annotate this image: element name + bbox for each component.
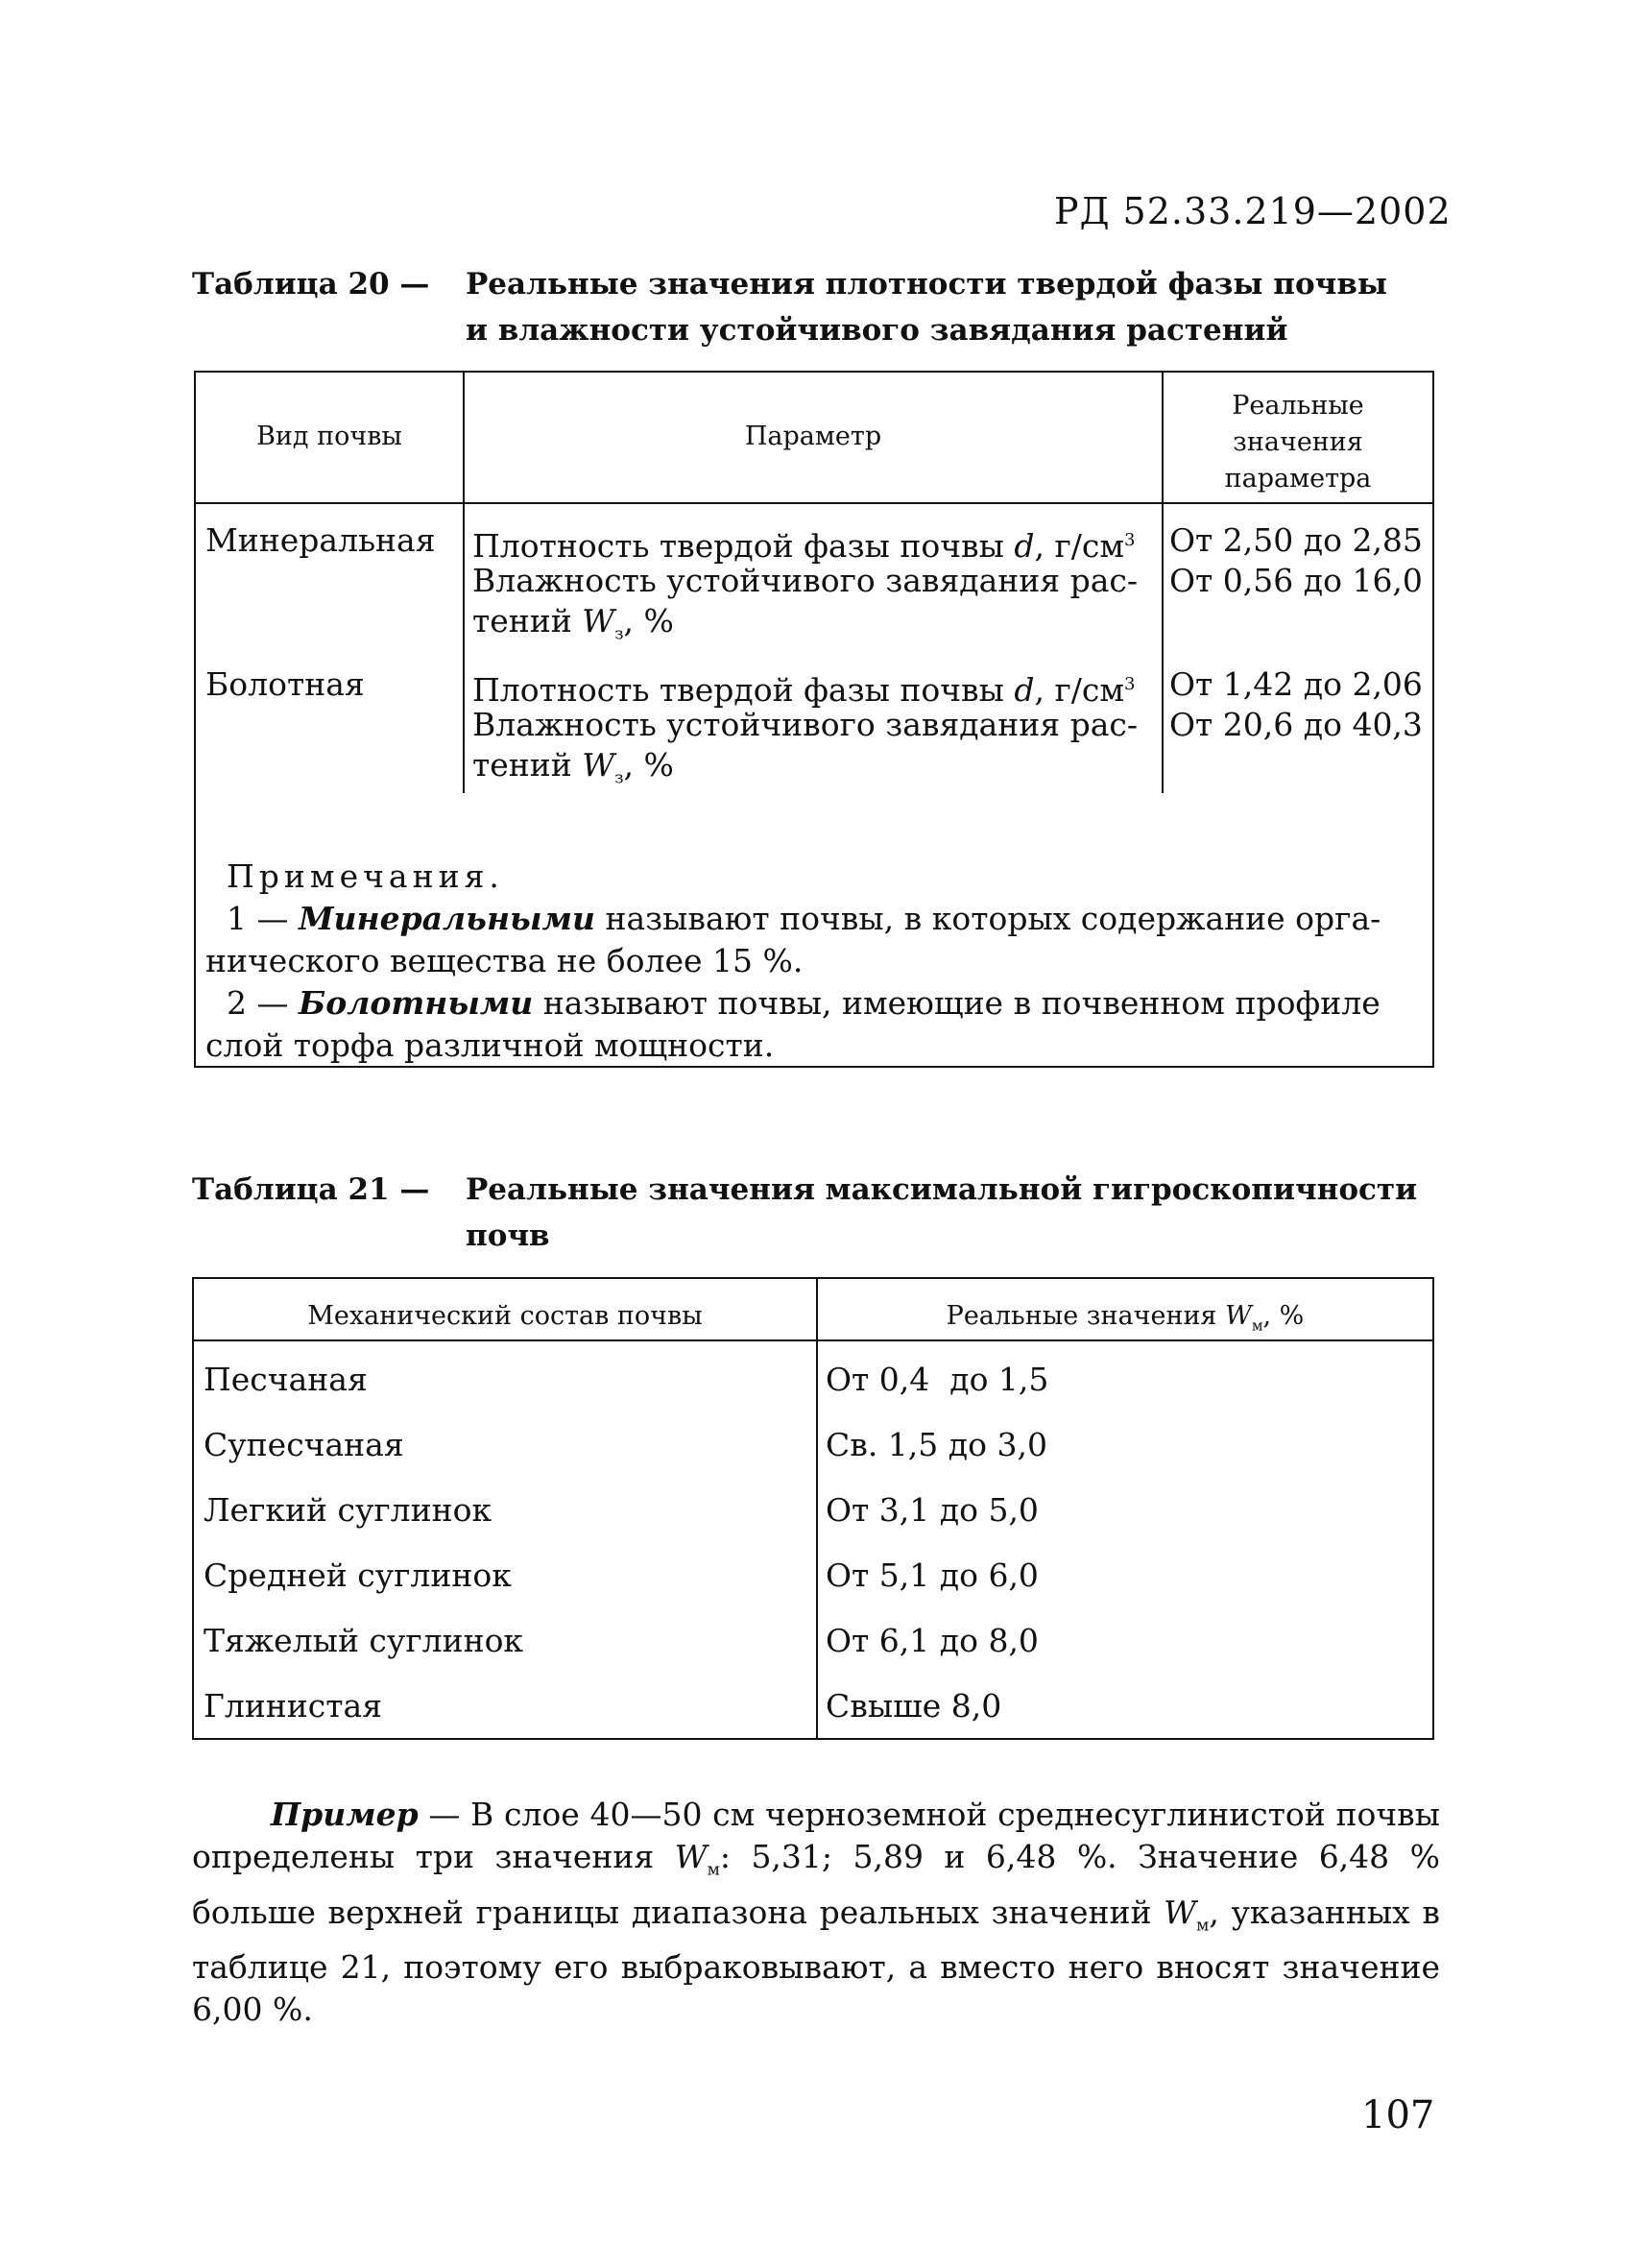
table-21-row4-value: От 5,1 до 6,0	[826, 1556, 1039, 1594]
example-paragraph: Пример — В слое 40—50 см черноземной среднесуглинистой почвы определены три значения $W_м$: 5,31; 5,89 и 6,48 %. Значение 6,48 % больше верхней границы диапазона реальных значений $W_м$, указанных в таблице 21, поэтому его выбраковывают, а вместо него вносят значение 6,00 %.	[192, 1796, 1440, 2029]
table-21-row5-value: От 6,1 до 8,0	[826, 1622, 1039, 1659]
document-code: РД 52.33.219—2002	[1054, 190, 1452, 232]
table-20-col-divider-2	[1162, 371, 1164, 793]
table-20-header-rule	[194, 502, 1434, 504]
table-20-row1-param2-line1: Влажность устойчивого завядания рас-	[472, 562, 1139, 599]
table-20-row1-param1: Плотность твердой фазы почвы d, $г/см^3$	[472, 527, 1136, 565]
table-20-note-1: 1 — Минеральными называют почвы, в которых содержание орга-	[227, 900, 1381, 937]
table-20-row2-value2: От 20,6 до 40,3	[1169, 706, 1423, 743]
table-20-row2-value1: От 1,42 до 2,06	[1169, 665, 1423, 703]
table-20-row1-param2-line2: тений $W_з$, %	[472, 602, 674, 644]
table-20-row1-value1: От 2,50 до 2,85	[1169, 521, 1423, 559]
example-label: Пример	[271, 1796, 419, 1833]
table-20-header-value: Реальные значения параметра	[1224, 391, 1372, 494]
table-21-label: Таблица 21 —	[192, 1172, 430, 1207]
table-21-row2-soil: Супесчаная	[204, 1426, 404, 1463]
table-20-title-line2: и влажности устойчивого завядания растений	[466, 313, 1288, 348]
table-20-note-2: 2 — Болотными называют почвы, имеющие в почвенном профиле	[227, 984, 1381, 1022]
table-20-header-parameter: Параметр	[744, 422, 882, 451]
table-21-row6-soil: Глинистая	[204, 1687, 383, 1725]
page-number: 107	[1361, 2093, 1435, 2137]
table-21-title-line1: Реальные значения максимальной гигроскопичности	[466, 1172, 1418, 1207]
table-20-row2-param2-line1: Влажность устойчивого завядания рас-	[472, 706, 1139, 743]
table-21-header-composition: Механический состав почвы	[307, 1301, 703, 1331]
table-21-caption	[192, 1167, 1417, 1259]
table-21-row4-soil: Средней суглинок	[204, 1556, 512, 1594]
table-21-row1-soil: Песчаная	[204, 1361, 368, 1398]
table-21-title-line2: почв	[466, 1218, 550, 1253]
table-21-col-divider	[816, 1277, 818, 1740]
table-21-row5-soil: Тяжелый суглинок	[204, 1622, 524, 1659]
table-20-notes-title: Примечания.	[227, 857, 504, 895]
table-20-note-1-line2: нического вещества не более 15 %.	[205, 942, 804, 979]
table-21-row3-soil: Легкий суглинок	[204, 1491, 492, 1529]
table-21-header-value: Реальные значения $W_м$, %	[946, 1301, 1305, 1335]
table-20-row1-soil: Минеральная	[205, 521, 436, 559]
table-20-title-line1: Реальные значения плотности твердой фазы почвы	[466, 267, 1387, 302]
table-20-row1-value2: От 0,56 до 16,0	[1169, 562, 1423, 599]
table-20-note-2-line2: слой торфа различной мощности.	[205, 1026, 775, 1064]
table-21-row1-value: От 0,4 до 1,5	[826, 1361, 1049, 1398]
table-20-row2-soil: Болотная	[205, 665, 365, 703]
table-20-label: Таблица 20 —	[192, 267, 430, 302]
table-21-row6-value: Свыше 8,0	[826, 1687, 1002, 1725]
table-20-row2-param1: Плотность твердой фазы почвы d, $г/см^3$	[472, 671, 1136, 709]
table-21-row2-value: Св. 1,5 до 3,0	[826, 1426, 1047, 1463]
table-20-header-soil: Вид почвы	[256, 422, 402, 451]
table-20-caption	[192, 261, 1387, 353]
table-20-row2-param2-line2: тений $W_з$, %	[472, 746, 674, 788]
table-21-row3-value: От 3,1 до 5,0	[826, 1491, 1039, 1529]
